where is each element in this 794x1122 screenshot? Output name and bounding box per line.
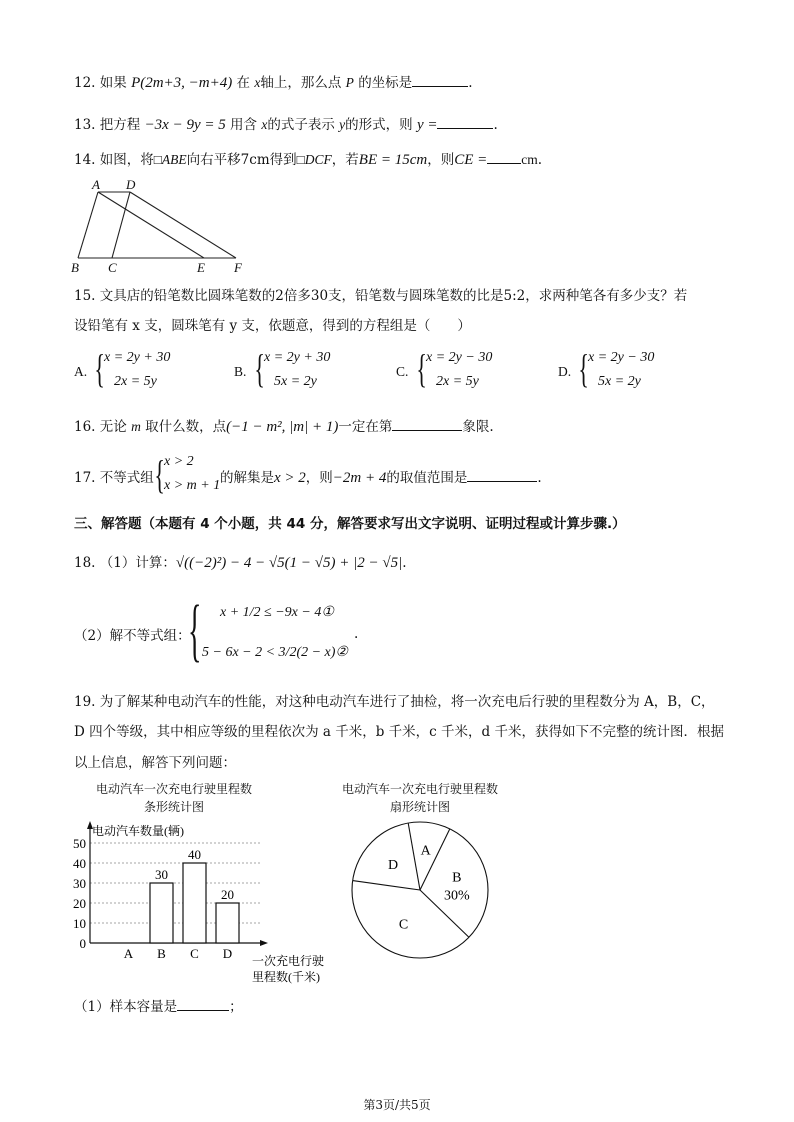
option-d-eq2: 5x = 2y (598, 374, 641, 389)
option-c-eq2: 2x = 5y (436, 374, 479, 389)
q12-point: P(2m+3, −m+4) (131, 75, 233, 91)
q12-end: . (468, 75, 473, 91)
q15-line1: 15. 文具店的铅笔数比圆珠笔数的2倍多30支，铅笔数与圆珠笔数的比是5:2，求两种笔各有多少支？若 (74, 288, 688, 304)
q19-sub1-blank[interactable] (177, 996, 229, 1011)
q16-text3: 象限. (462, 419, 494, 435)
bar-chart-title-line2: 条形统计图 (143, 800, 204, 814)
bars (150, 847, 239, 943)
q12-text2: 轴上，那么点 (260, 75, 342, 91)
bar-B (150, 883, 173, 943)
question-17 (74, 452, 774, 502)
q16-point: (−1 − m², |m| + 1) (226, 419, 339, 435)
x-axis-label-line1: 一次充电行驶 (252, 954, 325, 968)
q13-x: x (261, 117, 268, 132)
q17-solution: x > 2 (274, 470, 306, 486)
option-a-eq2: 2x = 5y (114, 374, 157, 389)
option-c-label: C. (396, 364, 409, 379)
bar-data-label: 20 (221, 887, 234, 902)
y-tick-label: 20 (73, 896, 86, 911)
slice-label-D: D (388, 858, 399, 874)
label-E: E (197, 260, 205, 274)
q14-ce: CE = (454, 152, 488, 168)
q16-prefix: 16. 无论 (74, 419, 127, 435)
brace-icon: { (94, 346, 105, 391)
q18-p1-label: 18. （1）计算： (74, 555, 176, 571)
segment-df (130, 192, 236, 258)
brace-icon: { (154, 452, 165, 497)
option-d-label: D. (558, 364, 572, 379)
bar-chart-title-line1: 电动汽车一次充电行驶里程数 (95, 782, 252, 796)
q17-text: 的解集是 (220, 470, 274, 486)
page-footer: 第3页/共5页 (363, 1098, 431, 1112)
q15-option-c[interactable] (396, 348, 556, 396)
q18-ineq1: x + 1/2 ≤ −9x − 4① (220, 605, 334, 620)
q14-be: BE = 15cm (358, 152, 428, 168)
q15-line2: 设铅笔有 x 支，圆珠笔有 y 支，依题意，得到的方程组是（ ） (74, 318, 471, 334)
bar-C (183, 863, 206, 943)
q17-ineq1: x > 2 (164, 454, 194, 469)
label-A: A (92, 178, 100, 192)
q19-sub1-text: （1）样本容量是 (74, 999, 178, 1015)
question-13 (74, 114, 498, 135)
q18-p1-expression: √((−2)²) − 4 − √5(1 − √5) + |2 − √5| (175, 555, 403, 571)
pie-chart-title-line1: 电动汽车一次充电行驶里程数 (341, 782, 498, 796)
option-b-eq2: 5x = 2y (274, 374, 317, 389)
q13-prefix: 13. 把方程 (74, 117, 141, 133)
q14-text3: ，则 (427, 152, 455, 168)
y-tick-label: 10 (73, 916, 86, 931)
bar-data-label: 40 (188, 847, 201, 862)
q14-text2: ，若 (331, 152, 359, 168)
q12-P: P (345, 75, 354, 90)
q12-text3: 的坐标是 (358, 75, 413, 91)
slice-label-B: B (452, 870, 462, 886)
q14-triangle-abe: □ABE (153, 152, 187, 167)
question-14 (74, 149, 542, 170)
q17-expression: −2m + 4 (332, 470, 387, 486)
question-18-part1 (74, 553, 407, 573)
bar-D (216, 903, 239, 943)
x-tick-label: A (123, 946, 134, 961)
q16-m: m (131, 419, 141, 434)
slice-label-C: C (398, 917, 409, 933)
q14-figure (68, 178, 253, 274)
slice-label-A: A (420, 843, 431, 859)
label-D: D (126, 178, 136, 192)
q18-p2-label: （2）解不等式组： (74, 628, 191, 644)
q12-answer-blank[interactable] (412, 72, 468, 87)
brace-icon: { (188, 592, 202, 669)
question-18-part2 (74, 592, 474, 672)
label-F: F (234, 260, 242, 274)
q19-line1: 19. 为了解某种电动汽车的性能，对这种电动汽车进行了抽检，将一次充电后行驶的里程数分为 A，B，C， (74, 694, 715, 710)
brace-icon: { (254, 346, 265, 391)
q12-prefix: 12. 如果 (74, 75, 127, 91)
q16-text: 取什么数，点 (145, 419, 227, 435)
bar-chart (60, 815, 350, 990)
brace-icon: { (416, 346, 427, 391)
y-tick-label: 40 (73, 856, 86, 871)
question-12 (74, 72, 472, 93)
q14-answer-blank[interactable] (487, 149, 521, 164)
x-axis-arrow-icon (260, 940, 268, 946)
x-axis-label-line2: 里程数(千米) (252, 970, 320, 984)
q13-y: y (339, 117, 346, 132)
q15-option-b[interactable] (234, 348, 394, 396)
q17-tail (220, 466, 542, 487)
y-tick-label: 30 (73, 876, 86, 891)
q15-option-d[interactable] (558, 348, 718, 396)
q13-answer-blank[interactable] (437, 114, 493, 129)
q13-end: . (493, 117, 498, 133)
pie-chart (340, 810, 500, 970)
y-tick-label: 0 (79, 936, 86, 951)
q13-text2: 的式子表示 (267, 117, 335, 133)
q12-text: 在 (236, 75, 251, 91)
brace-icon: { (578, 346, 589, 391)
q16-text2: 一定在第 (338, 419, 393, 435)
q17-text3: 的取值范围是 (386, 470, 468, 486)
q19-sub1-end: ； (229, 999, 243, 1015)
q19-sub1 (74, 996, 243, 1017)
option-b-label: B. (234, 364, 247, 379)
q18-p2-end: . (354, 626, 359, 642)
segment-ab (78, 192, 98, 258)
q14-unit: cm (521, 152, 538, 167)
q17-text2: ，则 (305, 470, 333, 486)
y-tick-label: 50 (73, 836, 86, 851)
y-axis-label: 电动汽车数量(辆) (92, 824, 184, 838)
y-tick-labels (73, 836, 86, 951)
q18-ineq2: 5 − 6x − 2 < 3/2(2 − x)② (202, 645, 348, 660)
option-a-eq1: x = 2y + 30 (104, 350, 171, 365)
q15-option-a[interactable] (74, 348, 234, 396)
option-d-eq1: x = 2y − 30 (588, 350, 655, 365)
x-tick-label: C (190, 946, 199, 961)
q14-prefix: 14. 如图，将 (74, 152, 154, 168)
q17-ineq2: x > m + 1 (164, 478, 221, 493)
q16-answer-blank[interactable] (392, 416, 462, 431)
section-heading: 三、解答题（本题有 4 个小题，共 44 分，解答要求写出文字说明、证明过程或计算步骤.） (74, 516, 626, 532)
option-b-eq1: x = 2y + 30 (264, 350, 331, 365)
q19-line2: D 四个等级，其中相应等级的里程依次为 a 千米，b 千米，c 千米，d 千米，获得如下不完整的统计图．根据 (74, 724, 724, 740)
question-16 (74, 416, 494, 437)
x-tick-label: B (157, 946, 166, 961)
x-tick-labels (124, 946, 232, 961)
q13-equation: −3x − 9y = 5 (144, 117, 226, 133)
segment-ae (98, 192, 204, 258)
x-tick-label: D (222, 946, 233, 961)
bar-chart-title (74, 780, 274, 816)
option-a-label: A. (74, 364, 88, 379)
q14-triangle-dcf: □DCF (296, 152, 332, 167)
q12-x: x (254, 75, 261, 90)
q17-end: . (537, 470, 542, 486)
bar-data-label: 30 (155, 867, 168, 882)
q17-prefix: 17. 不等式组 (74, 470, 154, 486)
q13-y-eq: y = (416, 117, 438, 133)
q14-end: . (537, 152, 543, 168)
option-c-eq1: x = 2y − 30 (426, 350, 493, 365)
pie-chart-title-line2: 扇形统计图 (389, 800, 450, 814)
q13-text3: 的形式，则 (345, 117, 413, 133)
q18-p1-end: . (402, 555, 407, 571)
q14-text: 向右平移7cm得到 (186, 152, 297, 168)
label-B: B (71, 260, 79, 274)
q13-text: 用含 (230, 117, 258, 133)
slice-percent-B: 30% (443, 888, 470, 904)
label-C: C (108, 260, 117, 274)
q19-line3: 以上信息，解答下列问题： (74, 755, 236, 771)
q17-answer-blank[interactable] (467, 467, 537, 482)
